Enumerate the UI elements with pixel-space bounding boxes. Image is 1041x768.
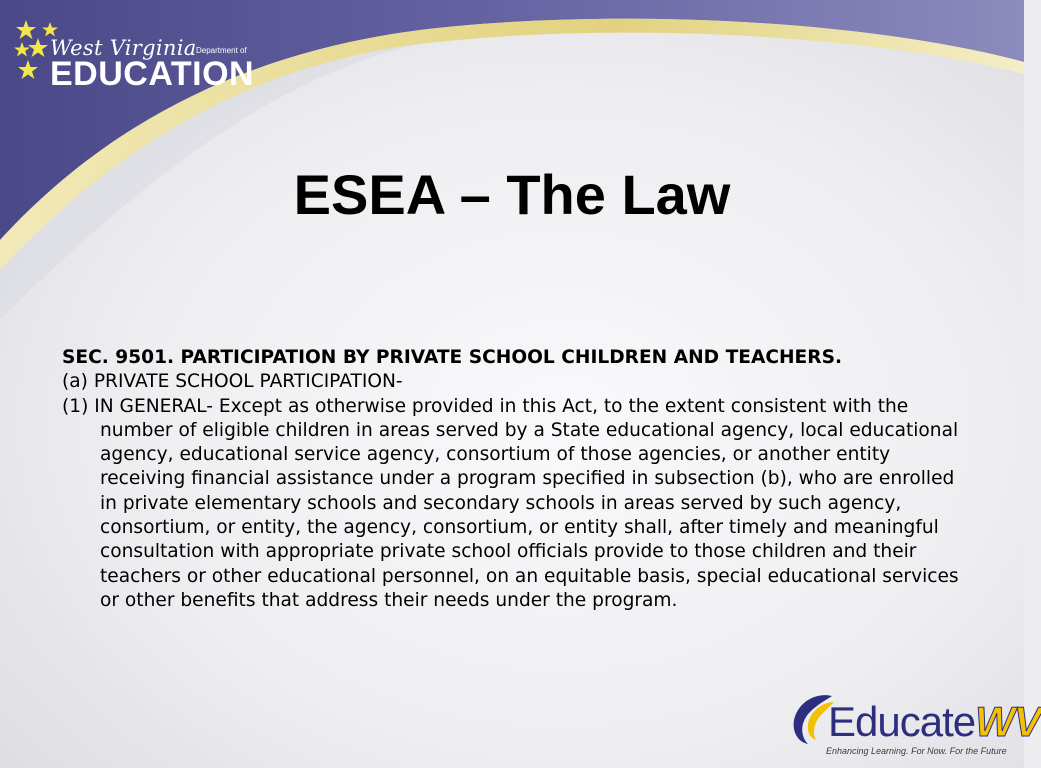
slide-title: ESEA – The Law bbox=[293, 163, 731, 226]
wv-word: WV bbox=[975, 698, 1041, 745]
educate-word: Educate bbox=[828, 698, 976, 745]
subsection-heading: (a) PRIVATE SCHOOL PARTICIPATION- bbox=[62, 371, 403, 393]
body-paragraph: (1) IN GENERAL- Except as otherwise provided in this Act, to the extent consistent with the number of eligible children in areas served by a State educational agency, local educational agency, educational service agency, consortium of those agencies, or another entity receiving financial assistance under a program specified in subsection (b), who are enrolled in private elementary schools and secondary schools in areas served by such agency, consortium, or entity, the agency, consortium, or entity shall, after timely and meaningful consultation with appropriate private school officials provide to those children and their teachers or other educational personnel, on an equitable basis, special educational services or other benefits that address their needs under the program. bbox=[62, 395, 959, 611]
slide-body bbox=[62, 346, 962, 613]
educate-tagline: Enhancing Learning. For Now. For the Future bbox=[826, 746, 1007, 756]
logo-education-text: EDUCATION bbox=[50, 55, 255, 93]
wv-department-of-education-logo bbox=[6, 8, 255, 93]
educate-wordmark bbox=[828, 700, 1041, 744]
logo-script-text: West Virginia bbox=[50, 36, 197, 60]
logo-department-text: Department of bbox=[196, 46, 247, 55]
section-heading: SEC. 9501. PARTICIPATION BY PRIVATE SCHOOL CHILDREN AND TEACHERS. bbox=[62, 347, 843, 368]
educate-wv-logo bbox=[788, 688, 1041, 762]
